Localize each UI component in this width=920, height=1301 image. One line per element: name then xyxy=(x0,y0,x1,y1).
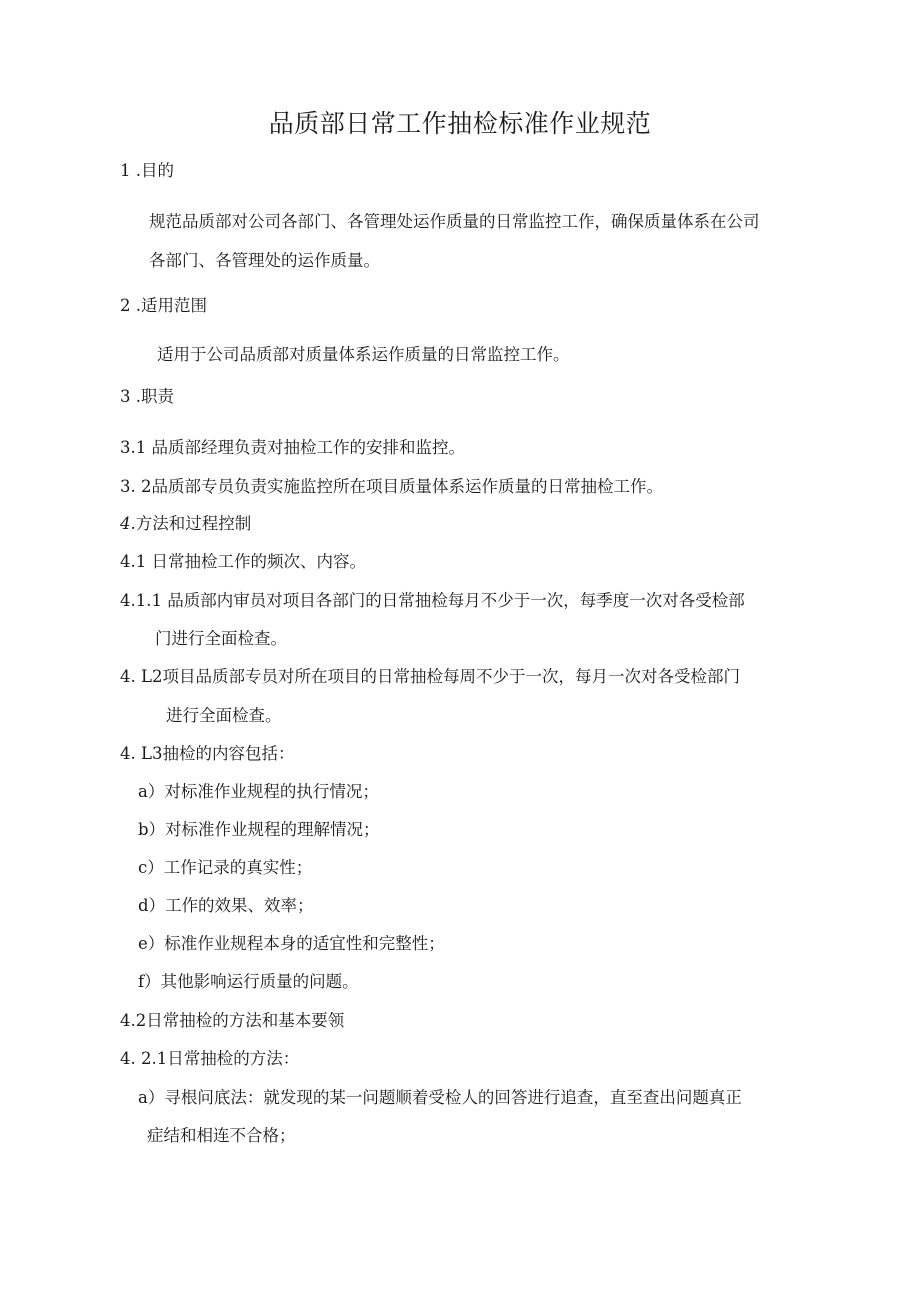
section-3-1: 3.1 品质部经理负责对抽检工作的安排和监控。 xyxy=(120,438,465,457)
list-item-c: c）工作记录的真实性； xyxy=(138,858,313,877)
section-1-body-line-2: 各部门、各管理处的运作质量。 xyxy=(149,251,380,270)
list-item-b: b）对标准作业规程的理解情况； xyxy=(138,820,380,839)
section-1-heading: 1 .目的 xyxy=(120,161,174,180)
section-3-heading: 3 .职责 xyxy=(120,387,174,406)
section-4-1-1-line-2: 门进行全面检查。 xyxy=(155,629,287,648)
section-4-2-1-a-line-2: 症结和相连不合格； xyxy=(147,1126,296,1145)
section-4-2: 4.2日常抽检的方法和基本要领 xyxy=(120,1011,345,1030)
list-item-f: f）其他影响运行质量的问题。 xyxy=(138,972,359,991)
section-4-1-3: 4. L3抽检的内容包括： xyxy=(120,744,295,763)
section-4-1-1-line-1: 4.1.1 品质部内审员对项目各部门的日常抽检每月不少于一次，每季度一次对各受检部 xyxy=(120,591,745,610)
section-2-heading: 2 .适用范围 xyxy=(120,296,207,315)
section-3-2: 3. 2品质部专员负责实施监控所在项目质量体系运作质量的日常抽检工作。 xyxy=(120,477,663,496)
document-title: 品质部日常工作抽检标准作业规范 xyxy=(268,109,652,138)
section-4-1: 4.1 日常抽检工作的频次、内容。 xyxy=(120,552,366,571)
section-4-2-1-a-line-1: a）寻根问底法：就发现的某一问题顺着受检人的回答进行追查，直至查出问题真正 xyxy=(138,1088,742,1107)
section-1-body-line-1: 规范品质部对公司各部门、各管理处运作质量的日常监控工作，确保质量体系在公司 xyxy=(149,212,760,231)
section-4-1-2-line-2: 进行全面检查。 xyxy=(166,706,282,725)
list-item-e: e）标准作业规程本身的适宜性和完整性； xyxy=(138,934,445,953)
section-4-heading xyxy=(120,513,251,535)
list-item-a: a）对标准作业规程的执行情况； xyxy=(138,782,379,801)
section-4-2-1: 4. 2.1日常抽检的方法： xyxy=(120,1049,300,1068)
section-4-heading-text: 方法和过程控制 xyxy=(135,514,252,533)
section-4-1-2-line-1: 4. L2项目品质部专员对所在项目的日常抽检每周不少于一次，每月一次对各受检部门 xyxy=(120,667,740,686)
section-4-heading-number: 4. xyxy=(120,514,136,533)
section-2-body: 适用于公司品质部对质量体系运作质量的日常监控工作。 xyxy=(157,345,570,364)
list-item-d: d）工作的效果、效率； xyxy=(138,896,314,915)
